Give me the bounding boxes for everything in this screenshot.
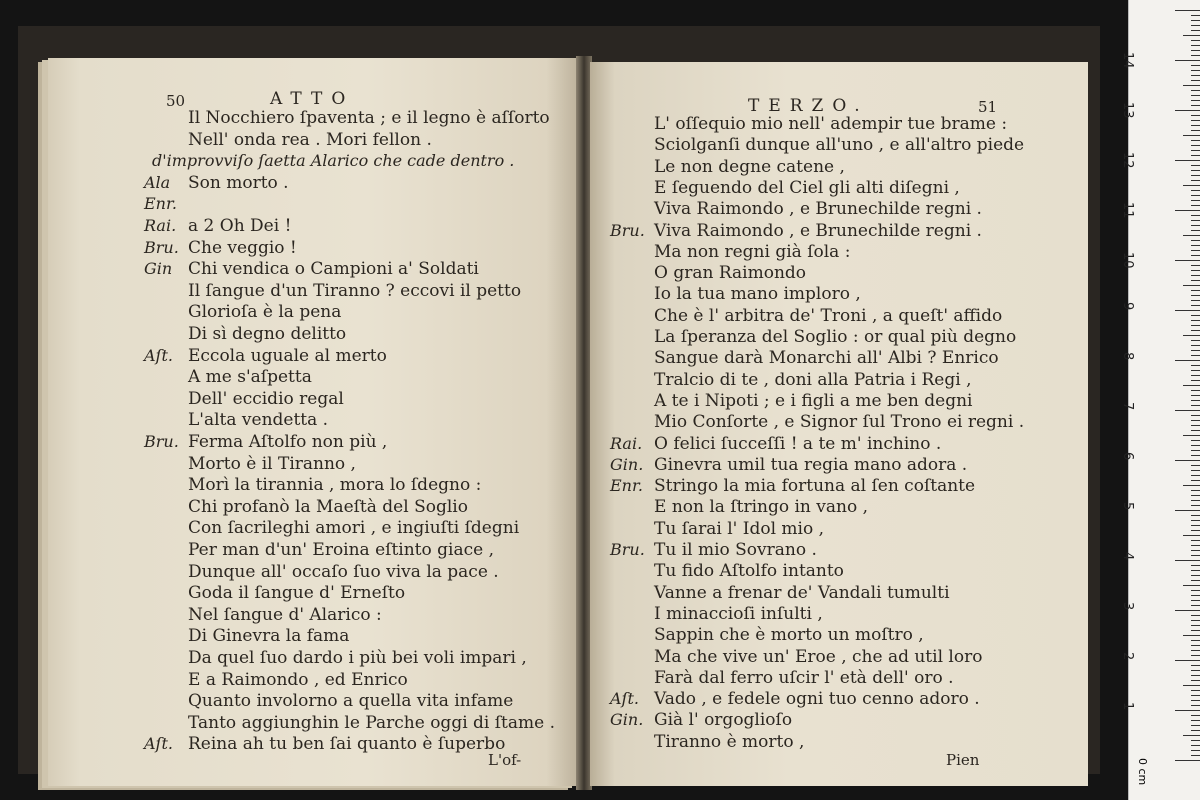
ruler-tick [1191, 575, 1200, 576]
ruler-tick [1191, 540, 1200, 541]
ruler-tick [1191, 105, 1200, 106]
ruler-tick [1191, 175, 1200, 176]
ruler-tick [1183, 585, 1200, 586]
ruler-tick [1191, 205, 1200, 206]
ruler-tick [1191, 680, 1200, 681]
verse-line: L' oſſequio mio nell' adempir tue brame : [654, 114, 1008, 134]
ruler-tick [1191, 300, 1200, 301]
ruler-tick [1191, 730, 1200, 731]
ruler-tick [1191, 165, 1200, 166]
verse-line: E non la ſtringo in vano , [654, 497, 869, 518]
ruler-tick [1191, 15, 1200, 16]
ruler-tick [1183, 685, 1200, 686]
speaker-name: Rai. [610, 433, 643, 453]
verse-line: Io la tua mano imploro , [654, 284, 861, 305]
ruler-tick [1183, 85, 1200, 86]
ruler-tick [1191, 305, 1200, 306]
ruler-tick [1175, 260, 1200, 261]
ruler-tick [1191, 95, 1200, 96]
ruler-tick [1191, 200, 1200, 201]
ruler-tick [1191, 495, 1200, 496]
verse-line: Vanne a frenar de' Vandali tumulti [654, 582, 950, 603]
ruler-tick [1175, 60, 1200, 61]
ruler-tick [1191, 590, 1200, 591]
ruler-tick [1191, 45, 1200, 46]
ruler-tick [1191, 25, 1200, 26]
ruler-tick [1191, 620, 1200, 621]
speaker-name: Rai. [144, 216, 177, 235]
ruler-tick [1191, 525, 1200, 526]
ruler-number: 12 [1120, 152, 1135, 169]
verse-line: Glorioſa è la pena [188, 302, 342, 323]
ruler-tick [1183, 485, 1200, 486]
right-page [590, 62, 1088, 786]
ruler-tick [1183, 35, 1200, 36]
verse-line: L'alta vendetta . [188, 410, 329, 431]
verse-line: Tiranno è morto , [654, 731, 805, 752]
verse-line: Farà dal ferro uſcir l' età dell' oro . [654, 667, 954, 688]
ruler-tick [1191, 275, 1200, 276]
left-page-number: 50 [166, 92, 186, 110]
ruler-tick [1191, 70, 1200, 71]
ruler-tick [1183, 285, 1200, 286]
right-catchword: Pien [946, 751, 980, 769]
ruler-tick [1183, 535, 1200, 536]
ruler-tick [1191, 180, 1200, 181]
ruler-tick [1191, 550, 1200, 551]
ruler-tick [1191, 490, 1200, 491]
speaker-name: Aſt. [144, 345, 173, 365]
speaker-name: Gin. [610, 454, 644, 474]
ruler-tick [1191, 190, 1200, 191]
ruler-tick [1191, 390, 1200, 391]
ruler-tick [1191, 650, 1200, 651]
verse-line: Tralcio di te , doni alla Patria i Regi , [654, 369, 972, 390]
ruler-tick [1183, 235, 1200, 236]
ruler-tick [1191, 350, 1200, 351]
ruler-tick [1191, 255, 1200, 256]
ruler-tick [1191, 75, 1200, 76]
verse-line: Dunque all' occaſo ſuo viva la pace . [188, 561, 499, 582]
ruler-number: 9 [1120, 302, 1135, 311]
ruler-tick [1191, 545, 1200, 546]
verse-line: Stringo la mia fortuna al ſen coſtante [654, 476, 976, 497]
ruler-tick [1191, 570, 1200, 571]
ruler-tick [1191, 675, 1200, 676]
ruler-tick [1191, 440, 1200, 441]
verse-line: Son morto . [188, 172, 289, 193]
ruler-tick [1191, 320, 1200, 321]
ruler-tick [1191, 265, 1200, 266]
ruler-tick [1191, 290, 1200, 291]
ruler-tick [1191, 500, 1200, 501]
ruler-tick [1191, 245, 1200, 246]
ruler-tick [1191, 655, 1200, 656]
ruler-tick [1191, 250, 1200, 251]
ruler-tick [1191, 720, 1200, 721]
ruler-number: 6 [1120, 452, 1135, 461]
ruler-tick [1191, 380, 1200, 381]
speaker-name: Bru. [144, 237, 179, 257]
ruler-tick [1191, 670, 1200, 671]
verse-line: Reina ah tu ben ſai quanto è ſuperbo [188, 734, 506, 755]
ruler-tick [1191, 295, 1200, 296]
ruler-tick [1191, 690, 1200, 691]
verse-line: Quanto involorno a quella vita infame [188, 691, 514, 712]
ruler-tick [1191, 400, 1200, 401]
ruler-tick [1191, 370, 1200, 371]
ruler-tick [1191, 520, 1200, 521]
ruler-tick [1191, 745, 1200, 746]
ruler-tick [1191, 630, 1200, 631]
ruler-tick [1191, 90, 1200, 91]
ruler-tick [1191, 30, 1200, 31]
verse-line: O gran Raimondo [654, 263, 807, 284]
ruler-tick [1191, 240, 1200, 241]
ruler-tick [1191, 470, 1200, 471]
verse-line: Di Ginevra la fama [188, 626, 350, 647]
verse-line: A me s'aſpetta [188, 367, 312, 388]
verse-line: Nel ſangue d' Alarico : [188, 604, 382, 625]
ruler-number: 13 [1120, 102, 1135, 119]
ruler-tick [1183, 385, 1200, 386]
ruler-tick [1191, 365, 1200, 366]
ruler-tick [1191, 475, 1200, 476]
speaker-name: Gin. [610, 710, 644, 730]
verse-line: Tu il mio Sovrano . [654, 540, 817, 560]
ruler-tick [1175, 710, 1200, 711]
verse-line: Tanto aggiunghin le Parche oggi di ſtame . [188, 712, 556, 733]
ruler-tick [1191, 430, 1200, 431]
ruler-number: 2 [1120, 652, 1135, 661]
ruler-tick [1191, 220, 1200, 221]
ruler-number: 11 [1120, 202, 1135, 219]
ruler-tick [1191, 340, 1200, 341]
verse-line: Le non degne catene , [654, 156, 845, 177]
ruler-tick [1175, 210, 1200, 211]
ruler-tick [1191, 50, 1200, 51]
verse-line: Con ſacrileghi amori , e ingiuſti ſdegni [188, 518, 520, 539]
verse-line: Morì la tirannia , mora lo ſdegno : [188, 475, 482, 496]
speaker-name: Aſt. [144, 734, 173, 754]
speaker-name: Bru. [144, 432, 179, 451]
speaker-name: Gin [144, 259, 173, 279]
ruler-tick [1175, 510, 1200, 511]
ruler-tick [1191, 555, 1200, 556]
ruler-tick [1191, 605, 1200, 606]
verse-line: Nell' onda rea . Mori fellon . [188, 129, 432, 150]
ruler-tick [1191, 515, 1200, 516]
verse-line: Goda il ſangue d' Erneſto [188, 583, 406, 604]
ruler-tick [1191, 145, 1200, 146]
ruler-number: 1 [1120, 702, 1135, 711]
ruler-tick [1191, 405, 1200, 406]
ruler-tick [1191, 480, 1200, 481]
ruler-tick [1191, 65, 1200, 66]
ruler-tick [1175, 410, 1200, 411]
ruler-tick [1191, 595, 1200, 596]
ruler-tick [1175, 160, 1200, 161]
ruler-tick [1191, 715, 1200, 716]
speaker-name: Aſt. [610, 689, 639, 709]
verse-line: Chi profanò la Maeſtà del Soglio [188, 496, 468, 517]
ruler-tick [1191, 280, 1200, 281]
ruler-unit: 0 cm [1136, 758, 1149, 786]
book [18, 26, 1100, 774]
ruler-tick [1175, 760, 1200, 761]
ruler-tick [1175, 460, 1200, 461]
ruler-tick [1183, 435, 1200, 436]
ruler-number: 4 [1120, 552, 1135, 561]
ruler-tick [1191, 100, 1200, 101]
speaker-name: Bru. [610, 540, 645, 559]
ruler-tick [1175, 360, 1200, 361]
verse-line: Viva Raimondo , e Brunechilde regni . [654, 199, 982, 220]
ruler-tick [1191, 625, 1200, 626]
verse-line: Ma non regni già ſola : [654, 241, 851, 262]
ruler-tick [1191, 80, 1200, 81]
ruler-tick [1191, 345, 1200, 346]
ruler-tick [1191, 750, 1200, 751]
ruler-tick [1191, 225, 1200, 226]
ruler-tick [1191, 270, 1200, 271]
verse-line: O felici ſucceſſi ! a te m' inchino . [654, 433, 942, 454]
ruler-tick [1191, 55, 1200, 56]
ruler-tick [1191, 230, 1200, 231]
verse-line: Dell' eccidio regal [188, 388, 344, 409]
ruler-number: 7 [1120, 402, 1135, 411]
verse-line: E ſeguendo del Ciel gli alti diſegni , [654, 177, 960, 198]
ruler-number: 14 [1120, 52, 1135, 69]
ruler-number: 5 [1120, 502, 1135, 511]
ruler-tick [1191, 755, 1200, 756]
verse-line: Ginevra umil tua regia mano adora . [654, 454, 968, 475]
ruler-tick [1191, 415, 1200, 416]
ruler-tick [1183, 335, 1200, 336]
verse-line: Da quel ſuo dardo i più bei voli impari , [188, 648, 527, 668]
verse-line: Mio Conſorte , e Signor ſul Trono ei regni . [654, 412, 1025, 433]
ruler-tick [1191, 705, 1200, 706]
ruler-tick [1191, 325, 1200, 326]
ruler-tick [1191, 120, 1200, 121]
left-page [48, 58, 578, 786]
ruler-tick [1191, 150, 1200, 151]
ruler-tick [1191, 330, 1200, 331]
verse-line: a 2 Oh Dei ! [188, 216, 292, 236]
ruler-tick [1191, 195, 1200, 196]
verse-line: Ma che vive un' Eroe , che ad util loro [654, 646, 983, 667]
speaker-name: Ala [144, 172, 171, 192]
ruler-tick [1191, 315, 1200, 316]
ruler-number: 10 [1120, 252, 1135, 269]
ruler-tick [1191, 565, 1200, 566]
ruler-tick [1191, 530, 1200, 531]
ruler-tick [1175, 560, 1200, 561]
verse-line: Vado , e fedele ogni tuo cenno adoro . [654, 689, 980, 710]
ruler-tick [1191, 615, 1200, 616]
ruler-tick [1191, 420, 1200, 421]
verse-line: Tu fido Aſtolfo intanto [654, 561, 844, 582]
ruler-tick [1191, 375, 1200, 376]
ruler-tick [1191, 455, 1200, 456]
verse-line: Per man d'un' Eroina eſtinto giace , [188, 540, 494, 560]
speaker-name: Bru. [610, 220, 645, 240]
verse-line: Sciolganſi dunque all'uno , e all'altro piede [654, 135, 1025, 156]
ruler-tick [1175, 110, 1200, 111]
verse-line: Chi vendica o Campioni a' Soldati [188, 259, 479, 280]
ruler-tick [1191, 505, 1200, 506]
ruler-tick [1191, 740, 1200, 741]
ruler-tick [1175, 660, 1200, 661]
ruler-tick [1191, 580, 1200, 581]
ruler-tick [1191, 600, 1200, 601]
verse-line: Viva Raimondo , e Brunechilde regni . [654, 220, 982, 241]
verse-line: Il ſangue d'un Tiranno ? eccovi il petto [188, 280, 522, 301]
ruler-tick [1183, 185, 1200, 186]
ruler-tick [1191, 700, 1200, 701]
verse-line: Che è l' arbitra de' Troni , a queſt' affido [654, 305, 1003, 326]
verse-line: I minaccioſi inſulti , [654, 603, 823, 624]
ruler-tick [1191, 140, 1200, 141]
ruler-tick [1175, 610, 1200, 611]
ruler-tick [1191, 125, 1200, 126]
ruler-tick [1183, 735, 1200, 736]
ruler-tick [1191, 355, 1200, 356]
verse-line: E a Raimondo , ed Enrico [188, 669, 408, 690]
speaker-name: Enr. [144, 194, 177, 214]
ruler-tick [1191, 450, 1200, 451]
left-catchword: L'of- [488, 751, 522, 769]
speaker-name: Enr. [610, 476, 643, 496]
ruler-tick [1183, 135, 1200, 136]
verse-line: Già l' orgoglioſo [654, 710, 793, 731]
ruler-tick [1175, 10, 1200, 11]
ruler-tick [1191, 395, 1200, 396]
ruler-number: 8 [1120, 352, 1135, 361]
ruler-tick [1191, 130, 1200, 131]
ruler-tick [1191, 665, 1200, 666]
verse-line: A te i Nipoti ; e i figli a me ben degni [654, 390, 973, 411]
ruler-tick [1191, 20, 1200, 21]
ruler-tick [1191, 155, 1200, 156]
verse-line: La ſperanza del Soglio : or qual più degno [654, 327, 1017, 347]
left-page-header: ATTO [270, 89, 355, 109]
verse-line: Sangue darà Monarchi all' Albi ? Enrico [654, 348, 999, 369]
right-page-number: 51 [978, 98, 998, 116]
measuring-ruler [1120, 0, 1200, 800]
ruler-tick [1191, 445, 1200, 446]
verse-line: Ferma Aſtolfo non più , [188, 432, 388, 452]
ruler-number: 3 [1120, 602, 1135, 611]
ruler-tick [1175, 310, 1200, 311]
ruler-tick [1183, 635, 1200, 636]
verse-line: Di sì degno delitto [188, 324, 347, 344]
ruler-tick [1191, 640, 1200, 641]
ruler-tick [1191, 215, 1200, 216]
verse-line: Tu ſarai l' Idol mio , [654, 518, 825, 539]
ruler-tick [1191, 645, 1200, 646]
verse-line: Che veggio ! [188, 237, 297, 258]
ruler-tick [1191, 115, 1200, 116]
ruler-tick [1191, 425, 1200, 426]
verse-line: Morto è il Tiranno , [188, 453, 356, 474]
ruler-tick [1191, 725, 1200, 726]
verse-line: Sappin che è morto un moſtro , [654, 625, 924, 646]
ruler-tick [1191, 465, 1200, 466]
verse-line: Eccola uguale al merto [188, 345, 387, 366]
right-page-header: TERZO. [748, 96, 869, 116]
ruler-tick [1191, 695, 1200, 696]
stage-direction: d'improvviſo ſaetta Alarico che cade dentro . [152, 151, 515, 171]
ruler-tick [1191, 40, 1200, 41]
ruler-tick [1191, 170, 1200, 171]
verse-line: Il Nocchiero ſpaventa ; e il legno è aſſorto [188, 108, 550, 128]
